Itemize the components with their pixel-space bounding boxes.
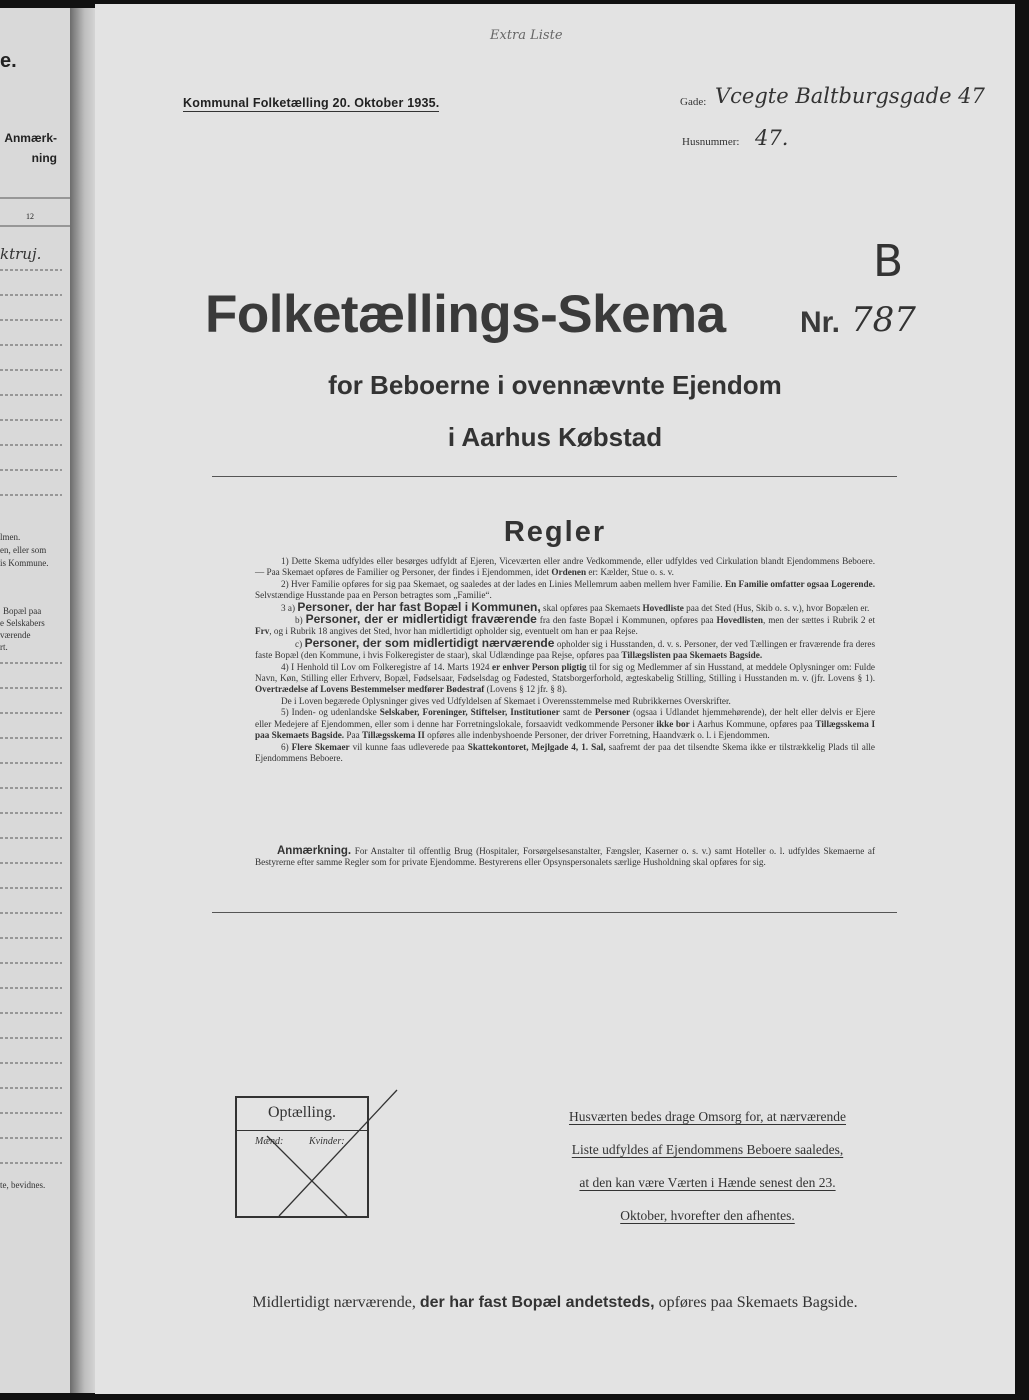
street-label: Gade: (680, 96, 707, 108)
divider-bottom (212, 912, 897, 913)
rule-5: 5) Inden- og udenlandske Selskaber, Foreninger, Stiftelser, Institutioner samt de Personer (ogsaa i Udlandet hjemmehørende), der helt eller delvis er Ejere eller Medejere af Ejendommen, eller som i denne har Forretningslokale, forsaavidt vedkommende Personer ikke bor i Aarhus Kommune, opføres paa Tillægsskema I paa Skemaets Bagside. Paa Tillægsskema II opføres alle indenbyshoende Personer, der driver Forretning, Haandværk o. l. i Ejendommen. (255, 707, 876, 741)
rule-6: 6) Flere Skemaer vil kunne faas udleverede paa Skattekontoret, Mejlgade 4, 1. Sal, saafremt der paa det tilsendte Skema ikke er tilstrækkelig Plads til alle Ejendommens Beboere. (255, 741, 876, 763)
rule-2: 2) Hver Familie opføres for sig paa Skemaet, og saaledes at der lades en Linies Mellemrum aaben mellem hver Familie. En Familie omfatter ogsaa Logerende. Selvstændige Husstande paa en Person betragtes som „Familie“. (255, 578, 875, 601)
rule-3c: c) Personer, der som midlertidigt nærværende opholder sig i Husstanden, d. v. s. Personer, der ved Tællingen er fraværende fra deres faste Bopæl (den Kommune, i hvis Folkeregister de staar), skal Udlændinge paa Rejse, opføres paa Tillægslisten paa Skemaets Bagside. (255, 635, 876, 661)
left-page-column-number: 12 (26, 212, 34, 221)
left-page-text-fragment: is Kommune. (0, 558, 49, 568)
optaelling-men-label: Mænd: (255, 1136, 284, 1147)
form-subtitle-2: i Aarhus Købstad (447, 422, 663, 452)
left-page-column-header: Anmærk- ning (4, 131, 57, 165)
footer-note: Midlertidigt nærværende, der har fast Bopæl andetsteds, opføres paa Skemaets Bagside. (252, 1294, 858, 1311)
left-page-handwritten-entry: ktruj. (0, 245, 42, 263)
left-page-text-fragment: te, bevidnes. (0, 1180, 46, 1190)
house-number-label: Husnummer: (682, 136, 740, 148)
left-page-text-fragment: en, eller som (0, 545, 47, 555)
husvaert-notice-line: Liste udfyldes af Ejendommens Beboere saaledes, (571, 1142, 844, 1157)
left-page-text-fragment: lmen. (0, 532, 21, 542)
left-page-text-fragment: værende (0, 630, 31, 640)
anmaerkning-label: Anmærkning. (277, 845, 352, 857)
husvaert-notice-line: Husværten bedes drage Omsorg for, at nærværende (568, 1109, 847, 1124)
husvaert-notice-line: Oktober, hvorefter den afhentes. (620, 1208, 795, 1223)
left-page-text-fragment: Bopæl paa (3, 606, 42, 616)
left-page-heading-fragment: e. (0, 50, 17, 72)
form-subtitle-1: for Beboerne i ovennævnte Ejendom (328, 370, 782, 400)
left-page-fragment (0, 8, 72, 1393)
handwritten-mark-b: B (873, 236, 904, 287)
optaelling-crossout-strokes (237, 1098, 367, 1216)
left-page-text-fragment: e Selskabers (0, 618, 45, 628)
rule-3a: 3 a) Personer, der har fast Bopæl i Kommunen, skal opføres paa Skemaets Hovedliste paa det Sted (Hus, Skib o. s. v.), hvor Bopælen er. (281, 599, 870, 614)
page-fold-shadow (70, 8, 96, 1393)
rule-1: 1) Dette Skema udfyldes eller besørges udfyldt af Ejeren, Viceværten eller andre Vedkommende, eller udfyldes ved Cirkulation blandt Ejendommens Beboere. — Paa Skemaet opføres de Familier og Personer, der findes i Ejendommen, idet Ordenen er: Kælder, Stue o. s. v. (255, 556, 875, 578)
optaelling-box (235, 1096, 369, 1218)
husvaert-notice (535, 1100, 880, 1232)
optaelling-women-label: Kvinder: (309, 1136, 345, 1147)
census-header-title: Kommunal Folketælling 20. Oktober 1935. (183, 96, 440, 110)
handwritten-annotation-top: Extra Liste (490, 28, 563, 43)
street-value: Vcegte Baltburgsgade 47 (715, 84, 985, 108)
rule-4b: De i Loven begærede Oplysninger gives ved Udfyldelsen af Skemaet i Overensstemmelse med Rubrikkernes Overskrifter. (281, 695, 731, 706)
anmaerkning-text: For Anstalter til offentlig Brug (Hospitaler, Forsørgelsesanstalter, Fængsler, Kaserner o. s. v.) samt Hoteller o. l. udfyldes Skemaerne af Bestyrerne efter samme Regler som for private Ejendomme. Bestyrerens eller Opsynspersonalets særlige Husholdning skal opføres for sig. (255, 846, 876, 868)
optaelling-title: Optælling. (267, 1104, 336, 1121)
form-number-label: Nr. (800, 306, 841, 339)
left-page-text-fragment: rt. (0, 642, 8, 652)
rule-3b: b) Personer, der er midlertidigt fraværende fra den faste Bopæl i Kommunen, opføres paa Hovedlisten, men der sættes i Rubrik 2 et Frv, og i Rubrik 18 angives det Sted, hvor han midlertidigt opholder sig, eventuelt om han er paa Rejse. (255, 612, 876, 637)
rules-heading: Regler (503, 516, 607, 548)
rules-text-block (255, 556, 875, 764)
rule-4: 4) I Henhold til Lov om Folkeregistre af 14. Marts 1924 er enhver Person pligtig til for sig og Medlemmer af sin Husstand, at meddele Oplysninger om: Fulde Navn, Køn, Stilling eller Erhverv, Bopæl, Fødselsaar, Fødselsdag og Fødested, Statsborgerforhold, ægteskabelig Stilling, Stilling i Husstanden m. v. (jfr. Lovens § 1). Overtrædelse af Lovens Bestemmelser medfører Bødestraf (Lovens § 12 jfr. § 8). (255, 661, 876, 695)
husvaert-notice-line: at den kan være Værten i Hænde senest den 23. (579, 1175, 836, 1190)
house-number-value: 47. (755, 126, 789, 150)
form-number-value: 787 (851, 300, 916, 340)
census-form-page (95, 4, 1015, 1394)
anmaerkning-note (255, 846, 875, 869)
form-main-title: Folketællings-Skema (205, 285, 726, 344)
divider-top (212, 476, 897, 477)
